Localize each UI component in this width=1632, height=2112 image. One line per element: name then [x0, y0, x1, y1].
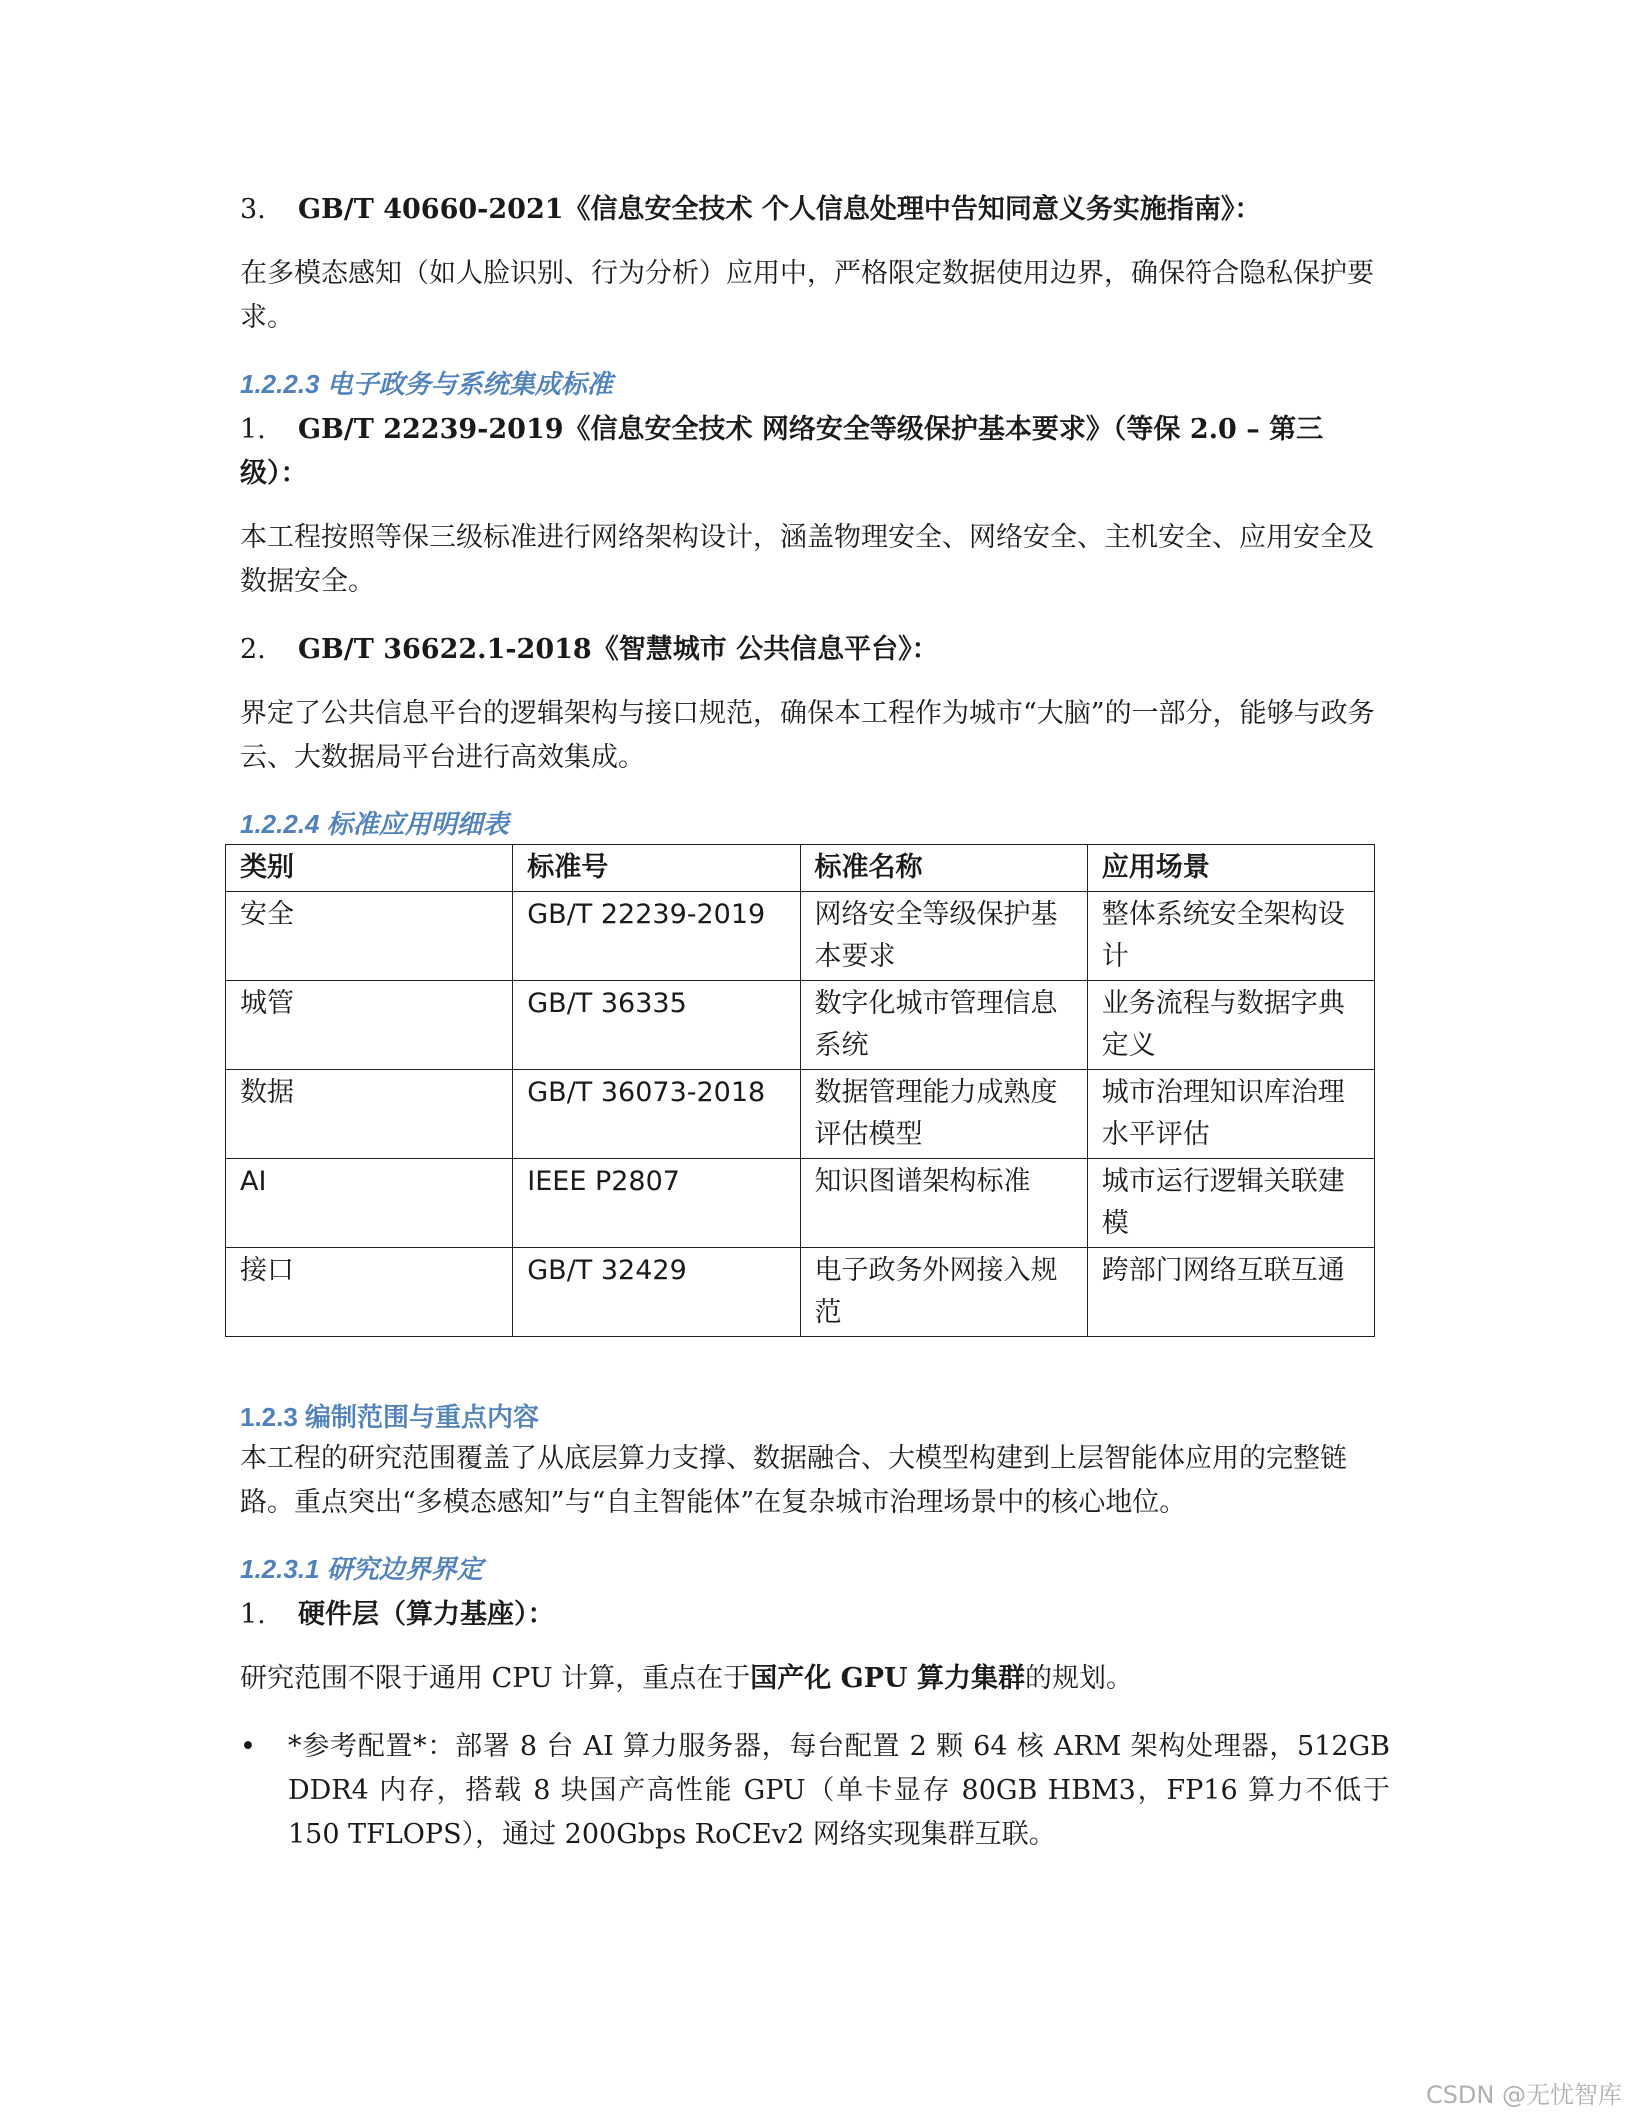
- table-row: [226, 1248, 1375, 1337]
- table-header-cell: 类别: [226, 845, 513, 892]
- standards-table: [225, 844, 1375, 1337]
- table-cell: 数据管理能力成熟度评估模型: [800, 1070, 1087, 1159]
- table-cell: 数据: [226, 1070, 513, 1159]
- hardware-text-bold: 国产化 GPU 算力集群: [750, 1663, 1025, 1694]
- section-1-2-3-text: 本工程的研究范围覆盖了从底层算力支撑、数据融合、大模型构建到上层智能体应用的完整链路。重点突出“多模态感知”与“自主智能体”在复杂城市治理场景中的核心地位。: [240, 1443, 1347, 1518]
- table-cell: 安全: [226, 892, 513, 981]
- item3-text: 在多模态感知（如人脸识别、行为分析）应用中，严格限定数据使用边界，确保符合隐私保护要求。: [240, 258, 1374, 333]
- item3-title-text: GB/T 40660-2021《信息安全技术 个人信息处理中告知同意义务实施指南》：: [298, 194, 1262, 225]
- table-row: [226, 1070, 1375, 1159]
- table-cell: AI: [226, 1159, 513, 1248]
- csdn-watermark: CSDN @无忧智库: [1425, 2081, 1622, 2109]
- heading-1-2-3: 1.2.3 编制范围与重点内容: [240, 1402, 540, 1432]
- table-cell: GB/T 32429: [513, 1248, 800, 1337]
- heading-1-2-2-4: 1.2.2.4 标准应用明细表: [240, 809, 509, 839]
- item2-title: [240, 628, 1390, 672]
- heading-1-2-2-3: 1.2.2.3 电子政务与系统集成标准: [240, 369, 613, 399]
- table-header-row: [226, 845, 1375, 892]
- table-cell: IEEE P2807: [513, 1159, 800, 1248]
- bullet-text: *参考配置*：部署 8 台 AI 算力服务器，每台配置 2 颗 64 核 ARM 架构处理器，512GB DDR4 内存，搭载 8 块国产高性能 GPU（单卡显存 80GB HBM3，FP16 算力不低于 150 TFLOPS），通过 200Gbps RoCEv2 网络实现集群互联。: [288, 1731, 1390, 1850]
- table-cell: 数字化城市管理信息系统: [800, 981, 1087, 1070]
- table-cell: 电子政务外网接入规范: [800, 1248, 1087, 1337]
- reference-config-bullet: [240, 1725, 1390, 1857]
- table-cell: GB/T 36073-2018: [513, 1070, 800, 1159]
- table-cell: 网络安全等级保护基本要求: [800, 892, 1087, 981]
- table-cell: 接口: [226, 1248, 513, 1337]
- table-row: [226, 1159, 1375, 1248]
- bullet-marker: •: [240, 1731, 256, 1762]
- hardware-text-before: 研究范围不限于通用 CPU 计算，重点在于: [240, 1663, 751, 1694]
- hardware-item-title-text: 硬件层（算力基座）：: [298, 1599, 555, 1630]
- table-cell: 知识图谱架构标准: [800, 1159, 1087, 1248]
- table-cell: 城管: [226, 981, 513, 1070]
- table-cell: 城市治理知识库治理水平评估: [1087, 1070, 1374, 1159]
- item1-title: [240, 408, 1390, 496]
- item2-number: 2.: [240, 634, 266, 665]
- item2-text: 界定了公共信息平台的逻辑架构与接口规范，确保本工程作为城市“大脑”的一部分，能够与政务云、大数据局平台进行高效集成。: [240, 698, 1375, 773]
- table-cell: 城市运行逻辑关联建模: [1087, 1159, 1374, 1248]
- table-cell: GB/T 36335: [513, 981, 800, 1070]
- hardware-item-number: 1.: [240, 1599, 266, 1630]
- item2-title-text: GB/T 36622.1-2018《智慧城市 公共信息平台》：: [298, 634, 939, 665]
- table-cell: GB/T 22239-2019: [513, 892, 800, 981]
- heading-1-2-3-1: 1.2.3.1 研究边界界定: [240, 1554, 483, 1584]
- table-cell: 业务流程与数据字典定义: [1087, 981, 1374, 1070]
- item3-title: [240, 188, 1390, 232]
- item1-number: 1.: [240, 414, 266, 445]
- hardware-text-after: 的规划。: [1025, 1663, 1133, 1694]
- table-header-cell: 标准号: [513, 845, 800, 892]
- table-cell: 整体系统安全架构设计: [1087, 892, 1374, 981]
- table-header-cell: 标准名称: [800, 845, 1087, 892]
- hardware-item-title: [240, 1593, 1390, 1637]
- table-row: [226, 981, 1375, 1070]
- table-row: [226, 892, 1375, 981]
- table-cell: 跨部门网络互联互通: [1087, 1248, 1374, 1337]
- hardware-item-text: [240, 1657, 1390, 1701]
- item1-text: 本工程按照等保三级标准进行网络架构设计，涵盖物理安全、网络安全、主机安全、应用安全及数据安全。: [240, 522, 1374, 597]
- table-header-cell: 应用场景: [1087, 845, 1374, 892]
- item1-title-text: GB/T 22239-2019《信息安全技术 网络安全等级保护基本要求》（等保 2.0 – 第三级）：: [240, 414, 1324, 489]
- item3-number: 3.: [240, 194, 266, 225]
- document-page: [240, 188, 1390, 1857]
